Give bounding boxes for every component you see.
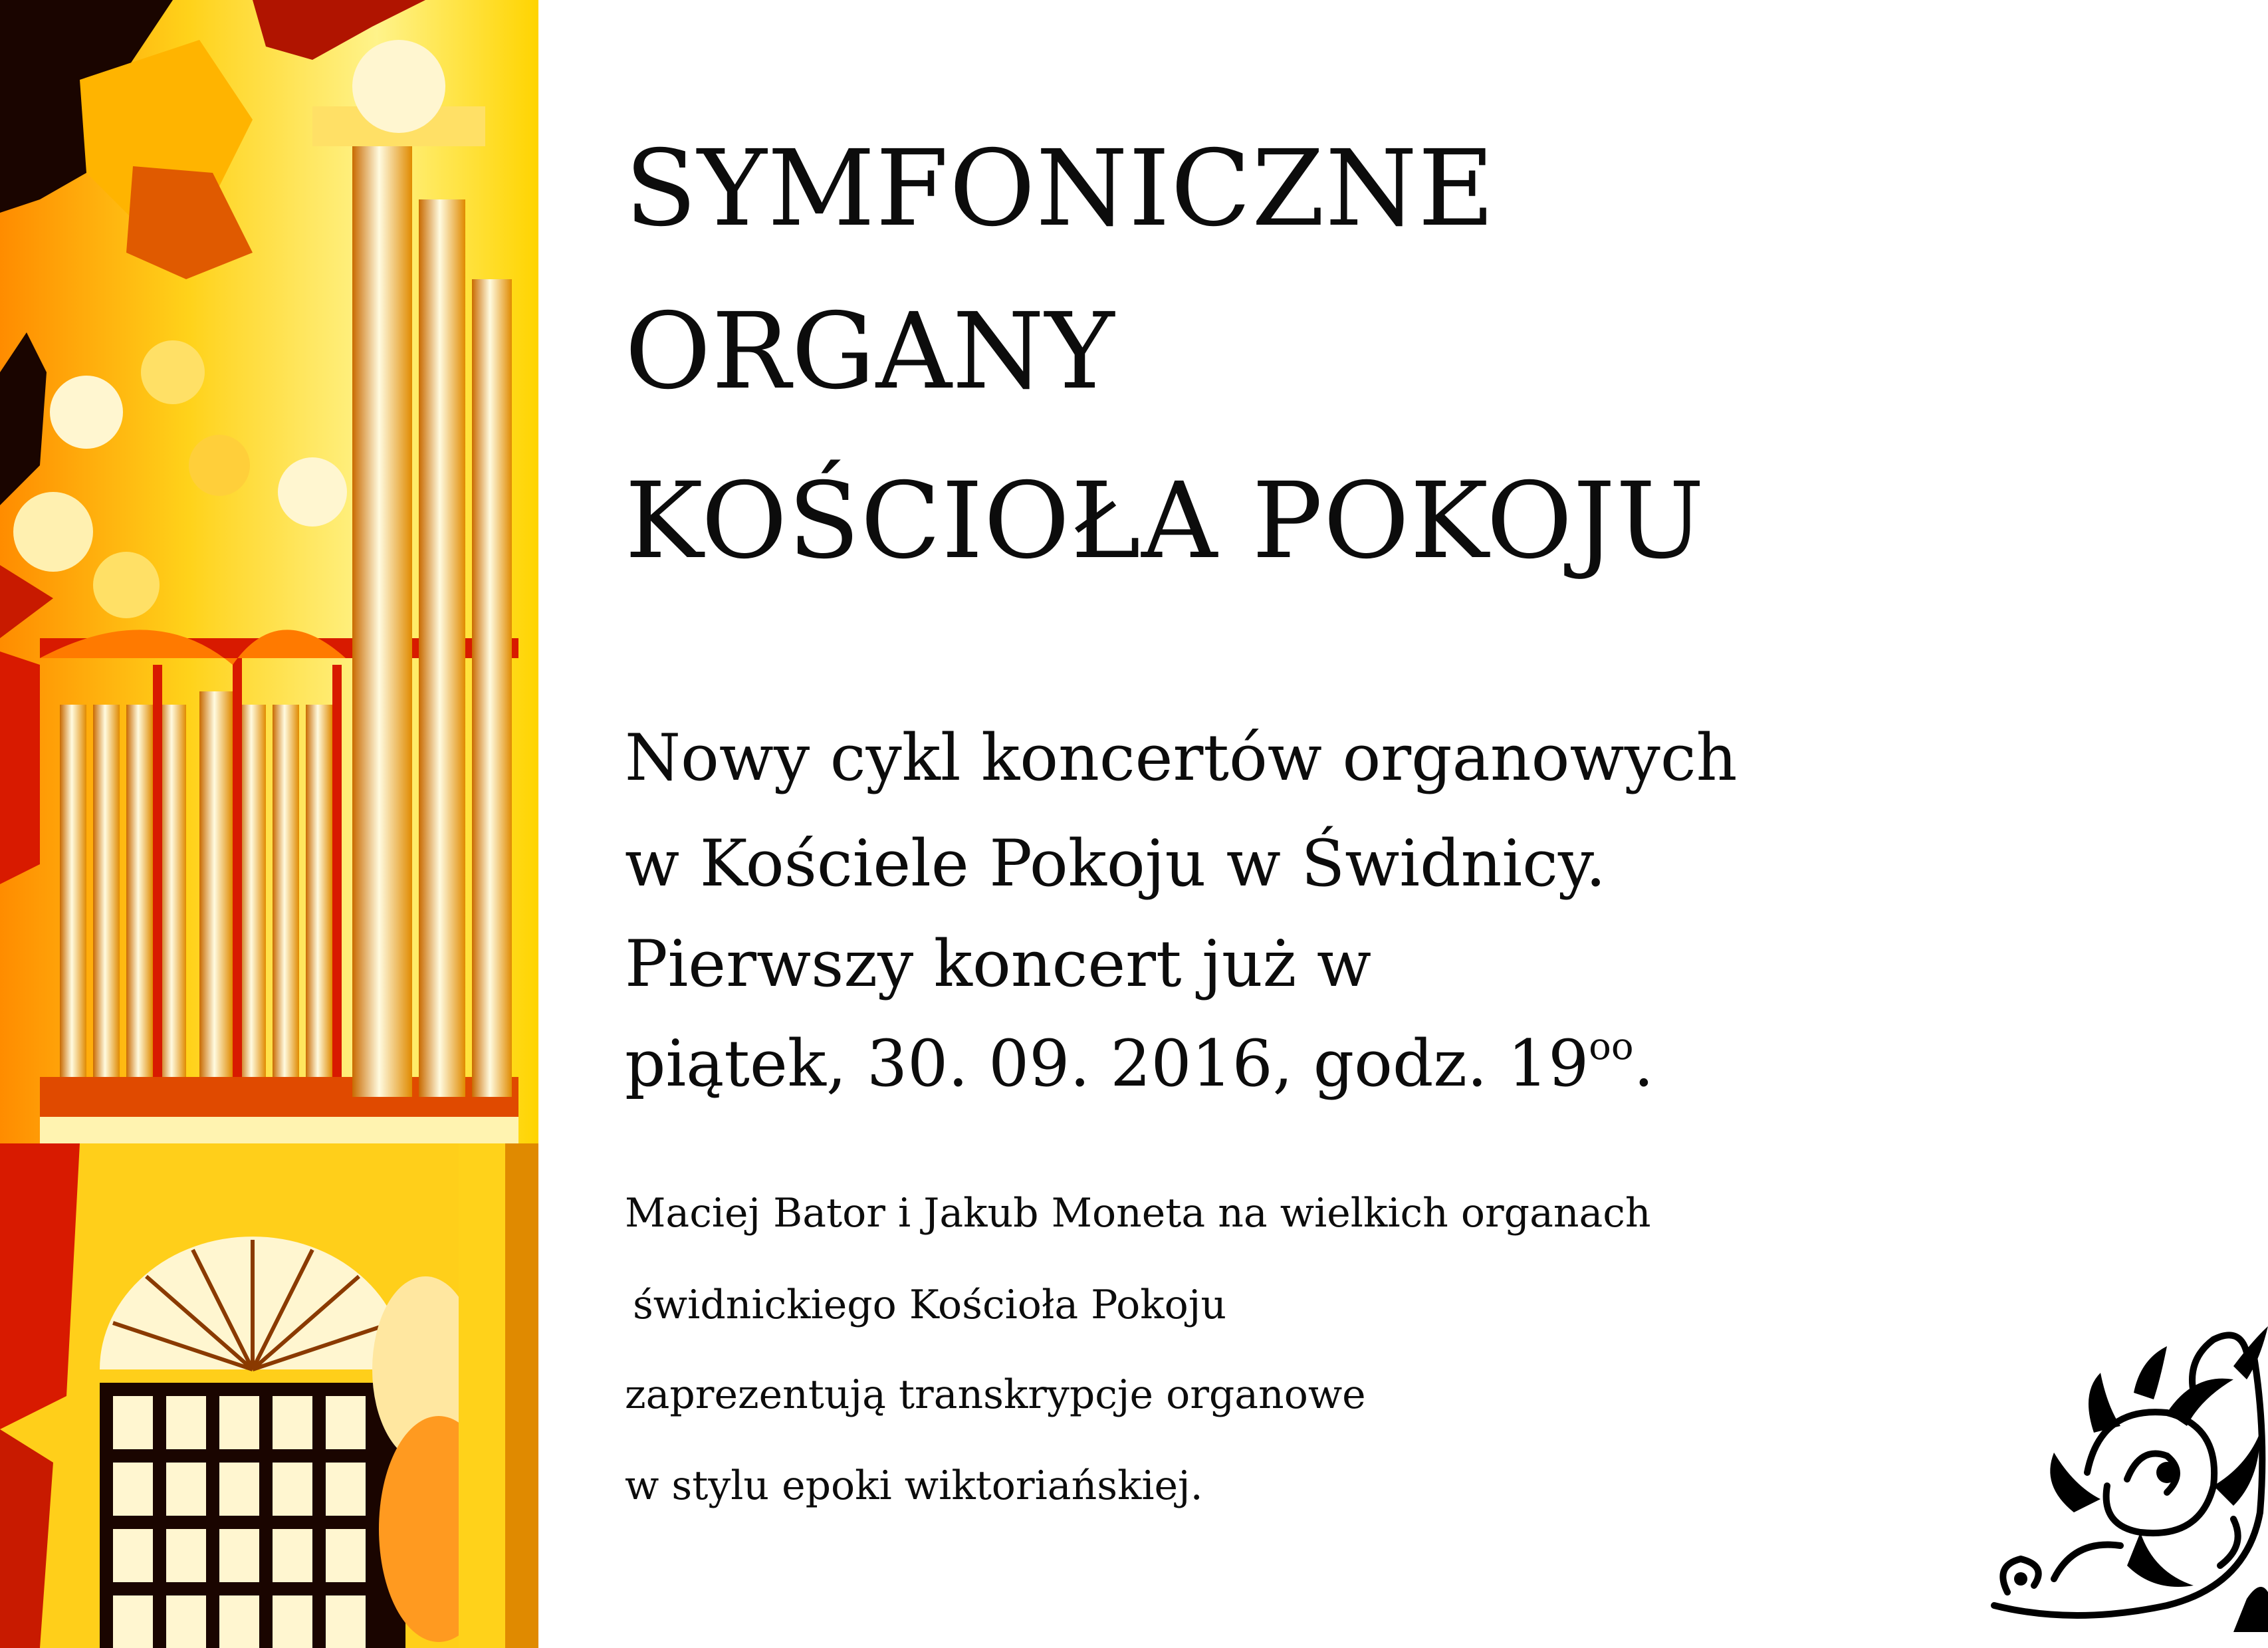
poster-title-line-3: KOŚCIOŁA POKOJU xyxy=(625,460,1706,582)
concert-date-line xyxy=(625,1025,1654,1101)
floral-ornament-icon xyxy=(1968,1313,2268,1632)
description-line-1: Maciej Bator i Jakub Moneta na wielkich organach xyxy=(625,1190,1651,1236)
subtitle-line-3: Pierwszy koncert już w xyxy=(625,927,1371,1001)
subtitle-line-1: Nowy cykl koncertów organowych xyxy=(625,721,1738,795)
poster-title-line-1: SYMFONICZNE xyxy=(625,128,1496,250)
poster-title-line-2: ORGANY xyxy=(625,291,1115,413)
description-line-3: zaprezentują transkrypcje organowe xyxy=(625,1371,1366,1418)
concert-time-minutes: oo xyxy=(1589,1025,1634,1068)
description-line-4: w stylu epoki wiktoriańskiej. xyxy=(625,1463,1203,1509)
organ-photo-icon xyxy=(0,0,538,1648)
description-line-2: świdnickiego Kościoła Pokoju xyxy=(633,1282,1226,1328)
subtitle-line-2: w Kościele Pokoju w Świdnicy. xyxy=(625,826,1606,901)
concert-date-suffix: . xyxy=(1633,1026,1654,1101)
concert-date-text: piątek, 30. 09. 2016, godz. 19 xyxy=(625,1026,1589,1101)
